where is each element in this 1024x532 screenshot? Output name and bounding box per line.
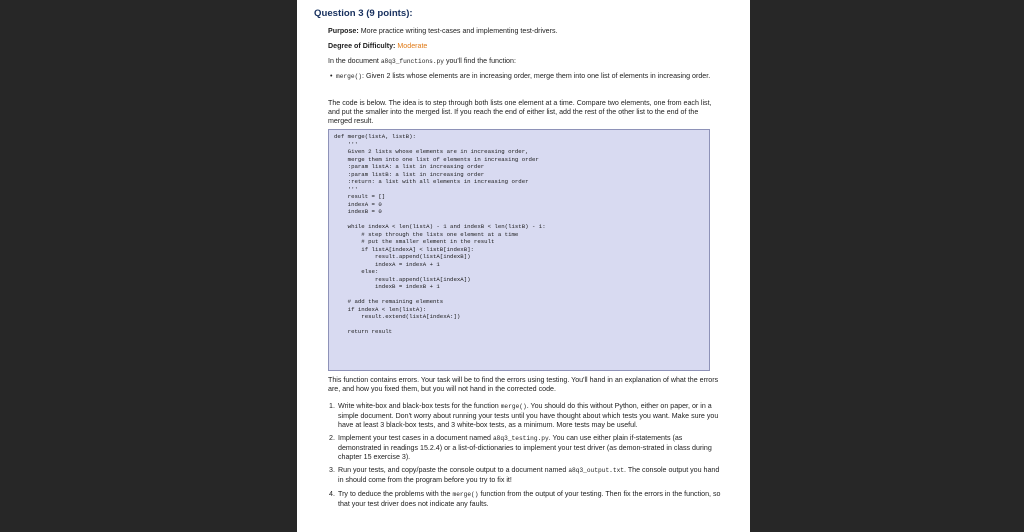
- code-intro-paragraph: The code is below. The idea is to step through both lists one element at a time. Compare two elements, one from each list, and put the smaller into the merged list. If you reach the end of either list, add the rest of the other list to the end of the merged result.: [328, 99, 712, 125]
- task-code: a8q3_testing.py: [492, 435, 549, 443]
- purpose-label: Purpose:: [328, 27, 359, 35]
- difficulty-value: Moderate: [397, 42, 428, 50]
- intro-before: In the document: [328, 57, 381, 65]
- bullet-function-name: merge(): [336, 73, 362, 80]
- task-number: 1.: [329, 402, 335, 410]
- question-title: Question 3 (9 points):: [314, 8, 413, 19]
- errors-paragraph: This function contains errors. Your task will be to find the errors using testing. You'll hand in an explanation of what the errors are, and how you fixed them, but you will not hand in the corrected code.: [328, 376, 719, 393]
- purpose-line: [328, 27, 557, 36]
- task-list: [329, 402, 722, 513]
- task-text: Try to deduce the problems with the: [338, 489, 453, 498]
- task-number: 2.: [329, 434, 335, 443]
- task-item: [329, 466, 722, 485]
- intro-after: you'll find the function:: [443, 57, 516, 65]
- purpose-text: More practice writing test-cases and implementing test-drivers.: [360, 27, 558, 35]
- bullet-description: : Given 2 lists whose elements are in increasing order, merge them into one list of elements in increasing order.: [362, 72, 711, 80]
- task-number: 4.: [329, 489, 335, 498]
- intro-filename: a8q3_functions.py: [380, 58, 444, 65]
- difficulty-line: [328, 42, 427, 51]
- bullet-dot: •: [330, 72, 333, 80]
- task-text: Implement your test cases in a document named: [338, 434, 493, 443]
- task-code: a8q3_output.txt: [568, 467, 625, 475]
- task-item: [329, 434, 722, 461]
- task-item: [329, 489, 722, 509]
- difficulty-label: Degree of Difficulty:: [328, 42, 396, 50]
- code-text: def merge(listA, listB): ''' Given 2 lists whose elements are in increasing order, merge them into one list of elements in increasing order :param listA: a list in increasing order :param listB: a list in increasing order :return: a list with all elements in increasing order ''' result = [] indexA = 0 indexB = 0 while indexA < len(listA) - 1 and indexB < len(listB) - 1: # step through the lists one element at a time # put the smaller element in the result if listA[indexA] < listB[indexB]: result.append(listA[indexB]) indexA = indexA + 1 else: result.append(listA[indexA]) indexB = indexB + 1 # add the remaining elements if indexA < len(listA): result.extend(listA[indexA:]) return result: [334, 133, 546, 335]
- task-text: . You should do this without Python, either on paper, or in a simple document. Don't worry about running your tests until you have thought about which tests you want. Make sure you have at least 3 black-box tests, and 3 white-box tests, as a minimum. More tests may be useful.: [338, 402, 719, 429]
- task-text: . You can use either plain if-statements (as demonstrated in readings 15.2.4) or a list-of-dictionaries to implement your test driver (as demon-strated in class during chapter 15 exercise 3).: [338, 434, 712, 461]
- task-code: merge(): [452, 490, 479, 498]
- code-listing: [328, 129, 710, 371]
- document-page: [297, 0, 750, 532]
- task-code: merge(): [500, 403, 527, 410]
- task-number: 3.: [329, 466, 335, 475]
- intro-line: [328, 57, 516, 67]
- task-text: Run your tests, and copy/paste the console output to a document named: [338, 466, 569, 475]
- function-bullet: [330, 72, 716, 82]
- task-item: [329, 402, 722, 429]
- task-text: function from the output of your testing. Then fix the errors in the function, so that your test driver does not indicate any faults.: [338, 489, 721, 508]
- task-text: . The console output you hand in should come from the program before you try to fix it!: [338, 466, 720, 485]
- task-text: Write white-box and black-box tests for the function: [338, 402, 501, 410]
